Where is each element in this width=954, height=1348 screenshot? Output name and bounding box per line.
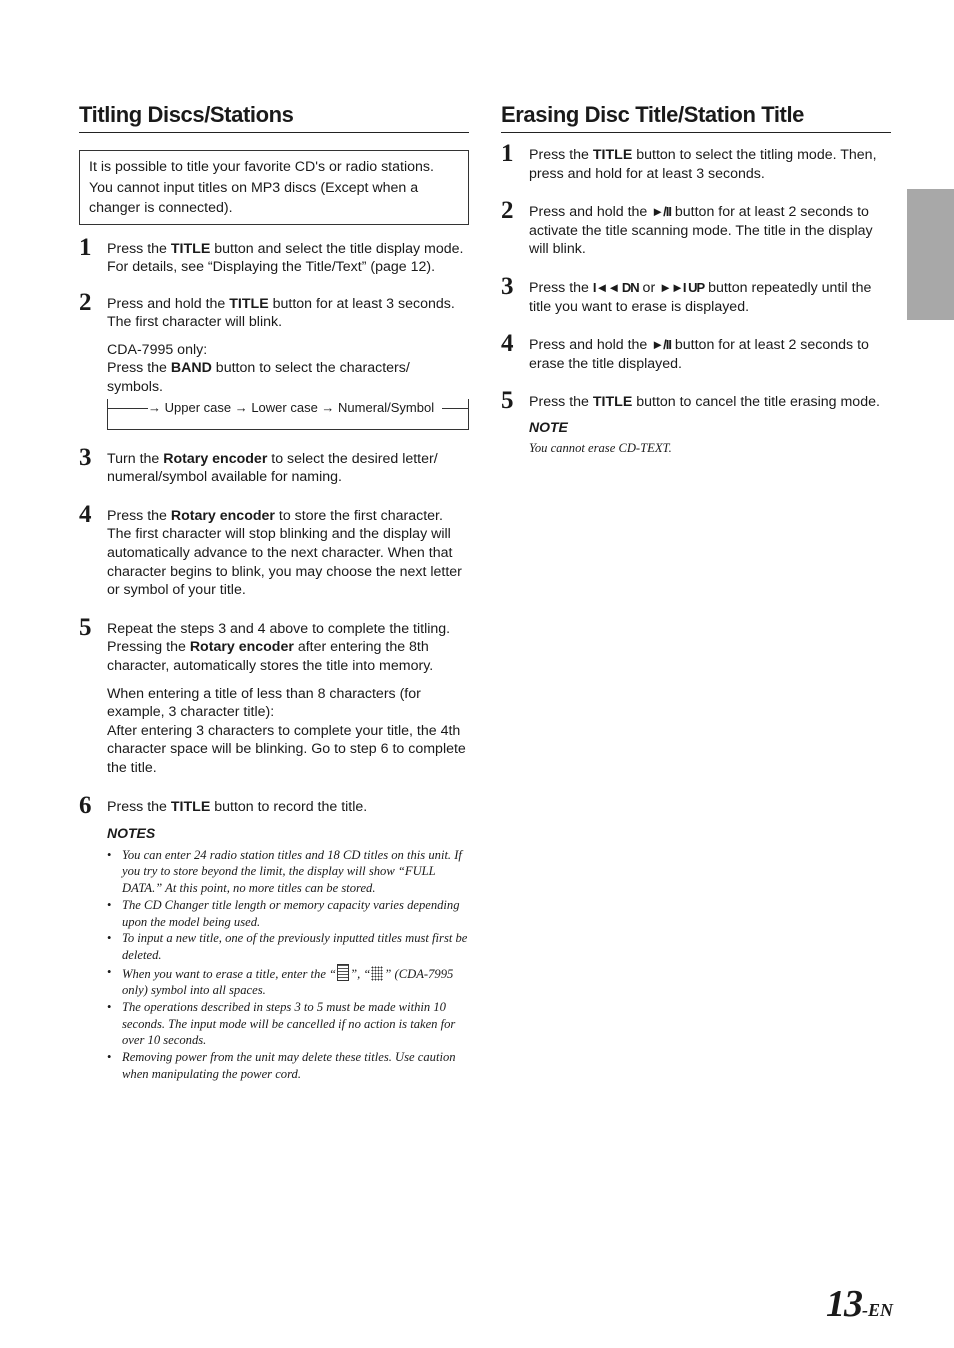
notes-heading: NOTES (107, 825, 156, 842)
step-4: 4 Press the Rotary encoder to store the first character. The first character will stop blinking and the display will automatically advance to the next character. When that character begins to blink, you may choose the next letter or symbol of your title. (79, 500, 462, 599)
step-1: 1 Press the TITLE button and select the title display mode. For details, see “Displaying the Title/Text” (page 12). (79, 233, 464, 276)
note-heading: NOTE (529, 418, 568, 435)
section-title-erasing: Erasing Disc Title/Station Title (501, 100, 891, 133)
step-number: 5 (501, 387, 514, 415)
step-number: 1 (79, 233, 92, 261)
note-text: You cannot erase CD-TEXT. (529, 440, 672, 455)
section-title-titling: Titling Discs/Stations (79, 100, 469, 133)
right-column (501, 100, 891, 457)
page-number: 13-EN (826, 1283, 893, 1325)
model-label: CDA-7995 only: (107, 341, 208, 358)
note-item: • The CD Changer title length or memory capacity varies depending upon the model being used. (107, 897, 469, 930)
step-number: 6 (79, 791, 92, 819)
step-4: 4 Press and hold the ►/II button for at least 2 seconds to erase the title displayed. (501, 330, 869, 372)
step-2: 2 Press and hold the TITLE button for at least 3 seconds. The first character will blink. CDA-7995 only: Press the BAND button to select the characters/ symbols. → Upper case → Lower case → Numeral/Symbol (79, 295, 469, 430)
step-number: 2 (79, 288, 92, 316)
step-number: 4 (79, 500, 92, 528)
dot-matrix-character-icon (371, 966, 383, 981)
step-number: 3 (79, 443, 92, 471)
side-tab-marker (907, 189, 954, 320)
note-item: • Removing power from the unit may delete these titles. Use caution when manipulating the power cord. (107, 1049, 469, 1082)
step-5: 5 Press the TITLE button to cancel the title erasing mode. NOTE You cannot erase CD-TEXT. (501, 393, 891, 457)
note-item: • When you want to erase a title, enter the “ ”, “ ” (CDA-7995 only) symbol into all spaces. (107, 964, 469, 999)
step-number: 2 (501, 197, 514, 225)
character-sequence-diagram (107, 399, 469, 430)
note-item: • To input a new title, one of the previously inputted titles must first be deleted. (107, 930, 469, 963)
note-item: • The operations described in steps 3 to 5 must be made within 10 seconds. The input mode will be cancelled if no action is taken for over 10 seconds. (107, 999, 469, 1049)
note-item: • You can enter 24 radio station titles and 18 CD titles on this unit. If you try to store beyond the limit, the display will show “FULL DATA.” At this point, no more titles can be stored. (107, 847, 469, 897)
step-3: 3 Press the I◄◄ DN or ►►I UP button repeatedly until the title you want to erase is displayed. (501, 272, 872, 315)
step-number: 5 (79, 613, 92, 641)
step-2: 2 Press and hold the ►/II button for at least 2 seconds to activate the title scanning mode. The title in the display will blink. (501, 197, 873, 258)
step-3: 3 Turn the Rotary encoder to select the desired letter/ numeral/symbol available for naming. (79, 443, 438, 486)
step-5: 5 Repeat the steps 3 and 4 above to complete the titling. Pressing the Rotary encoder after entering the 8th character, automatically stores the title into memory. When entering a title of less than 8 characters (for example, 3 character title): After entering 3 characters to complete your title, the 4th character space will be blinking. Go to step 6 to complete the title. (79, 613, 466, 776)
step-1: 1 Press the TITLE button to select the titling mode. Then, press and hold for at least 3 seconds. (501, 140, 877, 182)
step-number: 1 (501, 140, 514, 167)
notes-list (107, 847, 469, 1083)
step-6: 6 Press the TITLE button to record the title. NOTES • You can enter 24 radio station titles and 18 CD titles on this unit. If you try to store beyond the limit, the display will show “FULL DATA.” At this point, no more titles can be stored. • The CD Changer title length or memory capacity varies depending upon the model being used. • To input a new title, one of the previously inputted titles must first be deleted. • When you want to erase a title, enter the “ ”, “ ” (CDA-7995 only) symbol into all spaces. • The operations described in steps 3 to 5 must be made within 10 seconds. The input mode will be cancelled if no action is taken for over 10 seconds. • Removing power from the unit may delete these titles. Use caution when manipulating the power cord. (79, 798, 469, 1083)
intro-box: It is possible to title your favorite CD's or radio stations. You cannot input titles on MP3 discs (Except when a changer is connected). (79, 150, 469, 225)
step-number: 4 (501, 330, 514, 358)
left-column (79, 100, 469, 1083)
blank-character-icon (337, 964, 349, 981)
sequence-text: → Upper case → Lower case → Numeral/Symbol (148, 399, 435, 415)
step-number: 3 (501, 272, 514, 300)
